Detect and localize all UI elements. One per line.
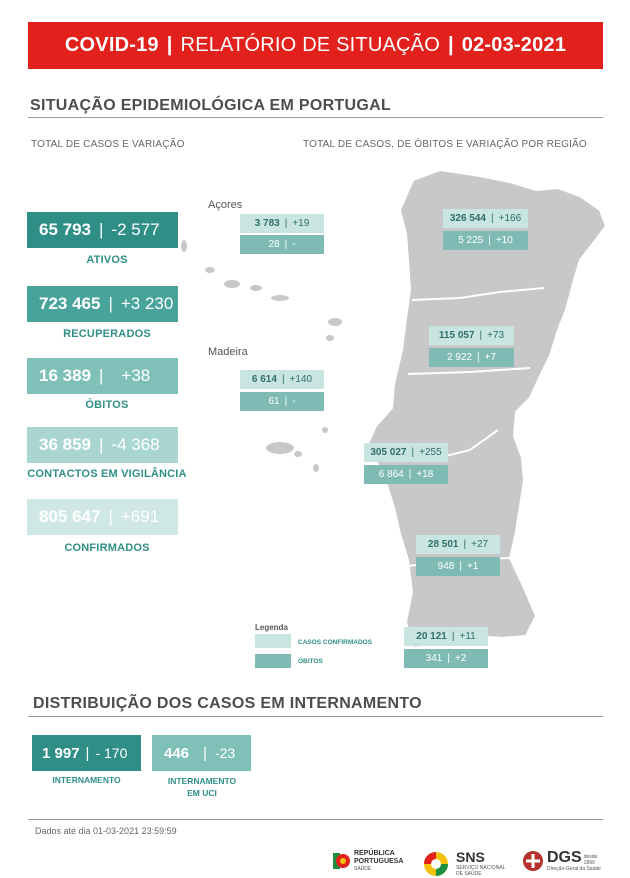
region-azores-cases (240, 214, 324, 233)
deaths-value: 61 (268, 396, 280, 407)
cases-value: 20 121 (416, 631, 447, 642)
sns-subtitle: DE SAÚDE (456, 871, 482, 877)
dgs-title: DGS (547, 849, 582, 866)
separator: | (408, 469, 412, 480)
stat-contacts (27, 427, 178, 463)
cases-change: +166 (498, 213, 522, 224)
legend-swatch-deaths (255, 654, 291, 668)
stat-label-confirmed: CONFIRMADOS (64, 542, 150, 554)
cases-change: +73 (487, 330, 505, 341)
cases-change: +19 (292, 218, 310, 229)
deaths-value: 2 922 (446, 352, 472, 363)
right-subtitle: TOTAL DE CASOS, DE ÓBITOS E VARIAÇÃO POR REGIÃO (303, 139, 587, 150)
separator: | (491, 213, 494, 224)
madeira-island (322, 427, 328, 433)
hosp-value: 1 997 (42, 744, 80, 762)
deaths-value: 341 (425, 653, 443, 664)
portugal-shield-icon (333, 851, 351, 871)
report-banner (28, 22, 603, 69)
stat-separator: | (99, 220, 104, 239)
stat-deaths (27, 358, 178, 394)
separator: | (284, 218, 288, 229)
cases-value: 6 614 (251, 374, 277, 385)
logo-text: PORTUGUESA (354, 858, 404, 865)
deaths-change: - (292, 239, 296, 250)
republica-portuguesa-logo (333, 850, 403, 872)
region-algarve-deaths (404, 649, 488, 668)
hosp-value: 446 (164, 744, 190, 762)
sns-title: SNS (456, 849, 485, 865)
region-madeira-cases (240, 370, 324, 389)
separator: | (463, 539, 467, 550)
deaths-change: - (292, 396, 296, 407)
hosp-separator: | (203, 744, 207, 762)
hosp-label-icu: INTERNAMENTO EM UCI (167, 776, 237, 798)
dgs-subtitle: Direção-Geral da Saúde (547, 866, 601, 872)
stat-change: +691 (120, 507, 160, 526)
stat-label-contacts: CONTACTOS EM VIGILÂNCIA (27, 468, 187, 480)
dgs-year: 1899 (583, 860, 595, 866)
stat-recovered (27, 286, 178, 322)
stat-active (27, 212, 178, 248)
dgs-emblem-icon (522, 850, 544, 872)
separator: | (488, 235, 491, 246)
label-azores: Açores (208, 199, 243, 211)
stat-change: +3 230 (120, 294, 174, 313)
banner-separator: | (166, 34, 173, 56)
banner-separator: | (447, 34, 454, 56)
azores-island (181, 240, 187, 252)
legend-title: Legenda (255, 623, 288, 632)
legend-label-deaths: ÓBITOS (298, 658, 323, 665)
stat-separator: | (108, 507, 113, 526)
data-timestamp: Dados até dia 01-03-2021 23:59:59 (35, 826, 177, 836)
stat-change: -4 368 (111, 435, 160, 454)
sns-subtitle: SERVIÇO NACIONAL (456, 865, 506, 871)
region-north-cases (443, 209, 528, 228)
madeira-island (313, 464, 319, 472)
cases-value: 28 501 (427, 539, 459, 550)
legend-swatch-confirmed (255, 634, 291, 648)
hosp-separator: | (85, 744, 90, 762)
deaths-change: +2 (454, 653, 467, 664)
separator: | (479, 330, 483, 341)
cases-change: +140 (289, 374, 313, 385)
madeira-island (266, 442, 294, 454)
region-centre-deaths (429, 348, 514, 367)
deaths-value: 948 (437, 561, 455, 572)
deaths-change: +1 (466, 561, 479, 572)
azores-island (205, 267, 215, 273)
azores-island (250, 285, 262, 291)
logo-text: REPÚBLICA (354, 850, 395, 857)
section-divider (28, 117, 603, 118)
stat-value: 36 859 (39, 435, 91, 454)
madeira-island (294, 451, 302, 457)
section-divider (28, 716, 603, 717)
label-madeira: Madeira (208, 346, 248, 358)
separator: | (477, 352, 480, 363)
stat-label-active: ATIVOS (86, 254, 128, 266)
stat-separator: | (99, 366, 104, 385)
cases-value: 115 057 (438, 330, 475, 341)
sns-emblem-icon (422, 851, 452, 877)
hosp-change: - 170 (95, 745, 128, 761)
hosp-label-ward: INTERNAMENTO (52, 775, 121, 785)
region-algarve-cases (404, 627, 488, 646)
region-centre-cases (429, 326, 514, 345)
azores-island (326, 335, 334, 341)
banner-covid: COVID-19 (64, 34, 159, 56)
stat-hospitalized (32, 735, 141, 771)
separator: | (451, 631, 455, 642)
deaths-value: 6 864 (378, 469, 404, 480)
left-subtitle: TOTAL DE CASOS E VARIAÇÃO (31, 139, 185, 150)
region-azores-deaths (240, 235, 324, 254)
section-title-epidemiological: SITUAÇÃO EPIDEMIOLÓGICA EM PORTUGAL (30, 97, 392, 114)
cases-value: 326 544 (449, 213, 486, 224)
hosp-change: -23 (214, 745, 236, 761)
region-lisbon-cases (364, 443, 448, 462)
stat-value: 65 793 (39, 220, 91, 239)
legend-label-confirmed: CASOS CONFIRMADOS (298, 639, 373, 646)
deaths-change: +18 (416, 469, 434, 480)
dgs-since: desde (583, 854, 598, 860)
stat-separator: | (108, 294, 113, 313)
banner-title: RELATÓRIO DE SITUAÇÃO (180, 34, 440, 56)
cases-change: +255 (419, 447, 442, 458)
region-alentejo-cases (416, 535, 500, 554)
cases-change: +11 (459, 631, 476, 642)
azores-island (224, 280, 240, 288)
deaths-value: 28 (268, 239, 280, 250)
azores-island (328, 318, 342, 326)
region-lisbon-deaths (364, 465, 448, 484)
stat-change: -2 577 (111, 220, 160, 239)
separator: | (281, 374, 285, 385)
stat-value: 723 465 (39, 294, 101, 313)
deaths-value: 5 225 (458, 235, 484, 246)
stat-change: +38 (121, 366, 151, 385)
azores-island (271, 295, 289, 301)
region-north-deaths (443, 231, 528, 250)
separator: | (411, 447, 415, 458)
separator: | (284, 239, 288, 250)
region-alentejo-deaths (416, 557, 500, 576)
logo-text: SAÚDE (354, 866, 372, 872)
deaths-change: +7 (484, 352, 497, 363)
cases-value: 305 027 (370, 447, 407, 458)
section-title-hospital: DISTRIBUIÇÃO DOS CASOS EM INTERNAMENTO (33, 695, 422, 712)
footer-divider (28, 819, 603, 820)
stat-icu (152, 735, 251, 771)
separator: | (447, 653, 450, 664)
stat-value: 16 389 (39, 366, 91, 385)
stat-confirmed (27, 499, 178, 535)
stat-separator: | (99, 435, 104, 454)
sns-logo (422, 850, 505, 877)
stat-value: 805 647 (39, 507, 101, 526)
stat-label-deaths: ÓBITOS (85, 399, 129, 411)
cases-value: 3 783 (254, 218, 280, 229)
separator: | (459, 561, 462, 572)
deaths-change: +10 (495, 235, 513, 246)
cases-change: +27 (471, 539, 489, 550)
separator: | (284, 396, 288, 407)
stat-label-recovered: RECUPERADOS (63, 328, 151, 340)
dgs-logo (522, 850, 601, 872)
region-madeira-deaths (240, 392, 324, 411)
banner-date: 02-03-2021 (461, 34, 567, 56)
